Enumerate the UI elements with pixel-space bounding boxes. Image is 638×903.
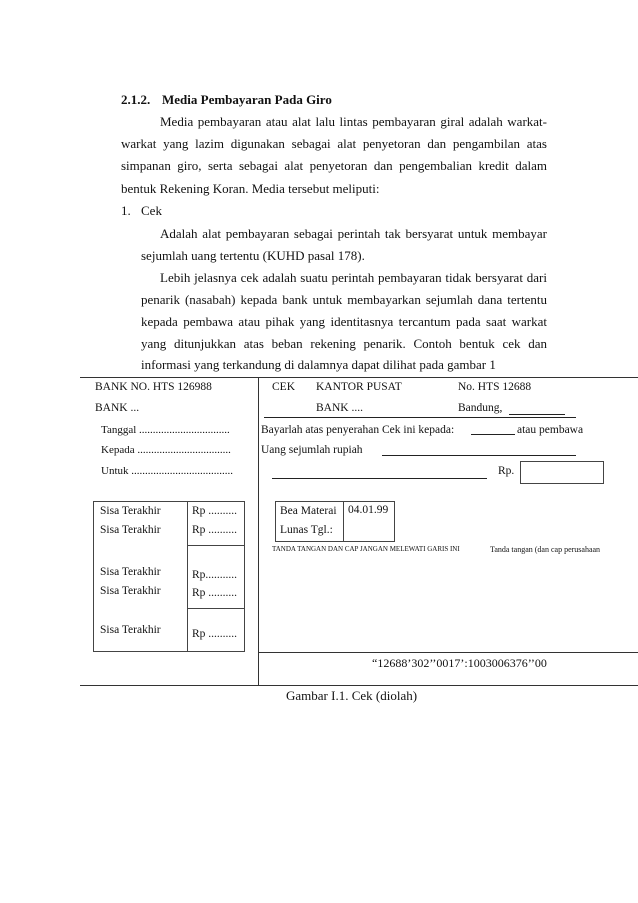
stub-balance-label-1: Sisa Terakhir [100,505,161,517]
stub-balance-amount-2: Rp .......... [192,524,238,536]
stub-untuk-field: Untuk ..................................... [101,465,233,477]
lunas-label: Lunas Tgl.: [280,524,333,536]
bayarlah-label: Bayarlah atas penyerahan Cek ini kepada: [261,424,455,436]
paragraph-1-line-2: warkat yang lazim digunakan sebagai alat penyetoran dan pengambilan atas [121,136,547,151]
section-number: 2.1.2. [121,92,151,107]
paragraph-3-line-2: penarik (nasabah) kepada bank untuk membayarkan sejumlah dana tertentu [141,292,547,307]
stub-balance-label-4: Sisa Terakhir [100,585,161,597]
stub-tanggal-field: Tanggal ................................. [101,424,230,436]
cheque-stub-divider [258,377,259,685]
stub-balance-table-row-divider-1 [187,545,245,546]
paragraph-3-line-4: yang ditunjukkan atas beban rekening penarik. Contoh bentuk cek dan [141,336,547,351]
stub-balance-amount-4: Rp .......... [192,587,238,599]
stub-balance-label-5: Sisa Terakhir [100,624,161,636]
paragraph-2-line-1: Adalah alat pembayaran sebagai perintah tak bersyarat untuk membayar [160,226,547,241]
micr-separator [258,652,638,653]
rp-label: Rp. [498,465,515,477]
payee-line [471,434,515,435]
atau-pembawa-label: atau pembawa [517,424,584,436]
stub-balance-amount-3: Rp........... [192,569,238,581]
cheque-top-border [80,377,638,378]
signature-label: Tanda tangan (dan cap perusahaan [490,545,601,554]
paragraph-1-line-4: bentuk Rekening Koran. Media tersebut meliputi: [121,181,380,196]
signature-warning: TANDA TANGAN DAN CAP JANGAN MELEWATI GARIS INI [272,545,460,553]
amount-words-line-2 [272,478,487,479]
uang-sejumlah-label: Uang sejumlah rupiah [261,444,363,456]
paragraph-1-line-3: simpanan giro, serta sebagai alat penyetoran dan pengembalian kredit dalam [121,158,547,173]
paragraph-2-line-2: sejumlah uang tertentu (KUHD pasal 178). [141,248,365,263]
kantor-pusat-label: KANTOR PUSAT [316,381,402,393]
cek-label: CEK [272,381,295,393]
micr-line: “12688’302’’0017’:1003006376’’00 [372,656,547,670]
list-item-label: Cek [141,203,162,218]
stub-balance-table-row-divider-2 [187,608,245,609]
stub-bank-no: BANK NO. HTS 126988 [95,381,212,393]
stub-kepada-field: Kepada .................................. [101,444,231,456]
amount-box [520,461,604,484]
paragraph-3-line-1: Lebih jelasnya cek adalah suatu perintah pembayaran tidak bersyarat dari [160,270,547,285]
bea-materai-divider [343,501,344,542]
stub-balance-amount-1: Rp .......... [192,505,238,517]
header-underline [264,417,576,418]
stub-bank: BANK ... [95,402,140,414]
figure-caption: Gambar I.1. Cek (diolah) [286,688,418,703]
amount-words-line [382,455,576,456]
stub-balance-label-3: Sisa Terakhir [100,566,161,578]
bea-materai-label: Bea Materai [280,505,337,517]
cheque-bottom-border [80,685,638,686]
bandung-label: Bandung, [458,402,503,414]
section-heading [121,92,332,108]
paragraph-3-line-5: informasi yang terkandung di dalamnya dapat dilihat pada gambar 1 [141,357,496,372]
paragraph-1-line-1: Media pembayaran atau alat lalu lintas pembayaran giral adalah warkat- [160,114,547,129]
stub-balance-amount-5: Rp .......... [192,628,238,640]
cheque-number: No. HTS 12688 [458,381,532,393]
bandung-date-line [509,414,565,415]
stub-balance-label-2: Sisa Terakhir [100,524,161,536]
bea-materai-date: 04.01.99 [348,504,389,516]
main-bank-label: BANK .... [316,402,363,414]
section-title: Media Pembayaran Pada Giro [162,92,332,107]
list-item-number: 1. [121,203,131,218]
paragraph-3-line-3: kepada pembawa atau pihak yang identitasnya tercantum pada saat warkat [141,314,547,329]
stub-balance-table-column-divider [187,501,188,652]
